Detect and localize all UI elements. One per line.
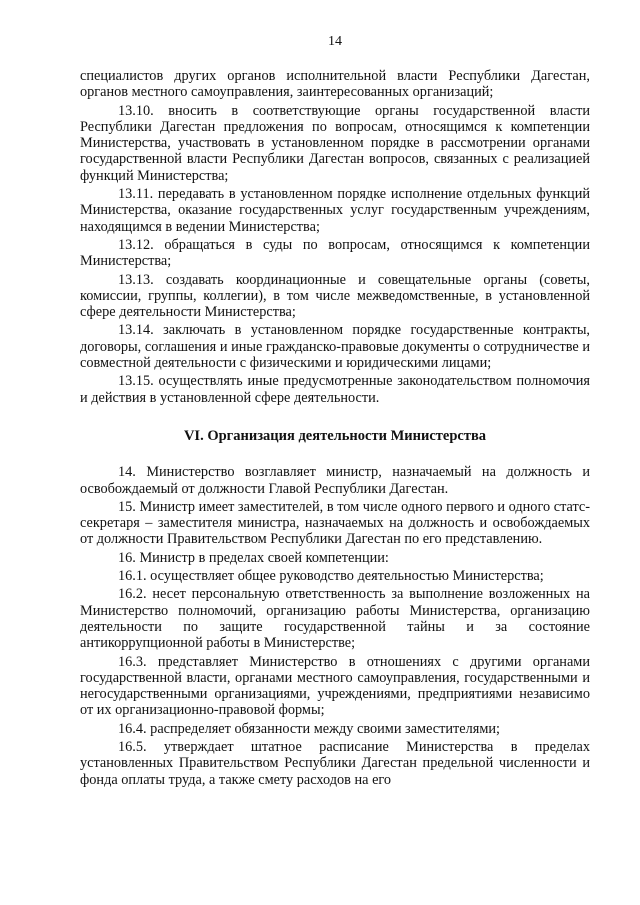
paragraph: 16.4. распределяет обязанности между своими заместителями;	[118, 720, 501, 737]
paragraph: 13.14. заключать в установленном порядке государственные контракты, договоры, соглашения и иные гражданско-правовые документы о сотрудничестве и совместной деятельности с физическими и юридическими лицами;	[80, 322, 590, 372]
paragraph: 13.15. осуществлять иные предусмотренные законодательством полномочия и действия в установленной сфере деятельности.	[80, 373, 590, 406]
paragraph: 13.13. создавать координационные и совещательные органы (советы, комиссии, группы, коллегии), в том числе межведомственные, в установленной сфере деятельности Министерства;	[80, 271, 590, 321]
paragraph: 16.5. утверждает штатное расписание Министерства в пределах установленных Правительством Республики Дагестан предельной численности и фонда оплаты труда, а также смету расходов на его	[80, 738, 590, 788]
paragraph: 16.1. осуществляет общее руководство деятельностью Министерства;	[118, 568, 544, 585]
section-heading: VI. Организация деятельности Министерства	[183, 427, 487, 444]
paragraph: 16. Министр в пределах своей компетенции:	[118, 549, 389, 566]
paragraph: 14. Министерство возглавляет министр, назначаемый на должность и освобождаемый от должности Главой Республики Дагестан.	[80, 464, 590, 497]
page-number: 14	[328, 34, 342, 49]
paragraph: 13.10. вносить в соответствующие органы государственной власти Республики Дагестан предложения по вопросам, относящимся к компетенции Министерства, участвовать в установленном порядке в рассмотрении органами государственной власти Республики Дагестан вопросов, связанных с реализацией функций Министерства;	[80, 102, 590, 184]
paragraph: 13.12. обращаться в суды по вопросам, относящимся к компетенции Министерства;	[80, 236, 590, 270]
paragraph: 16.2. несет персональную ответственность за выполнение возложенных на Министерство полномочий, организацию работы Министерства, организацию деятельности по защите государственной тайны и за состояние антикоррупционной работы в Министерстве;	[80, 586, 590, 652]
paragraph: 16.3. представляет Министерство в отношениях с другими органами государственной власти, органами местного самоуправления, государственными и негосударственными организациями, учреждениями, предприятиями независимо от их организационно-правовой формы;	[80, 653, 590, 719]
paragraph: 15. Министр имеет заместителей, в том числе одного первого и одного статс-секретаря – заместителя министра, назначаемых на должность и освобождаемых от должности Правительством Республики Дагестан по его представлению.	[80, 498, 590, 548]
document-body	[80, 68, 590, 788]
paragraph: специалистов других органов исполнительной власти Республики Дагестан, органов местного самоуправления, заинтересованных организаций;	[80, 68, 590, 101]
paragraph: 13.11. передавать в установленном порядке исполнение отдельных функций Министерства, оказание государственных услуг государственным учреждениям, находящимся в ведении Министерства;	[80, 186, 590, 235]
